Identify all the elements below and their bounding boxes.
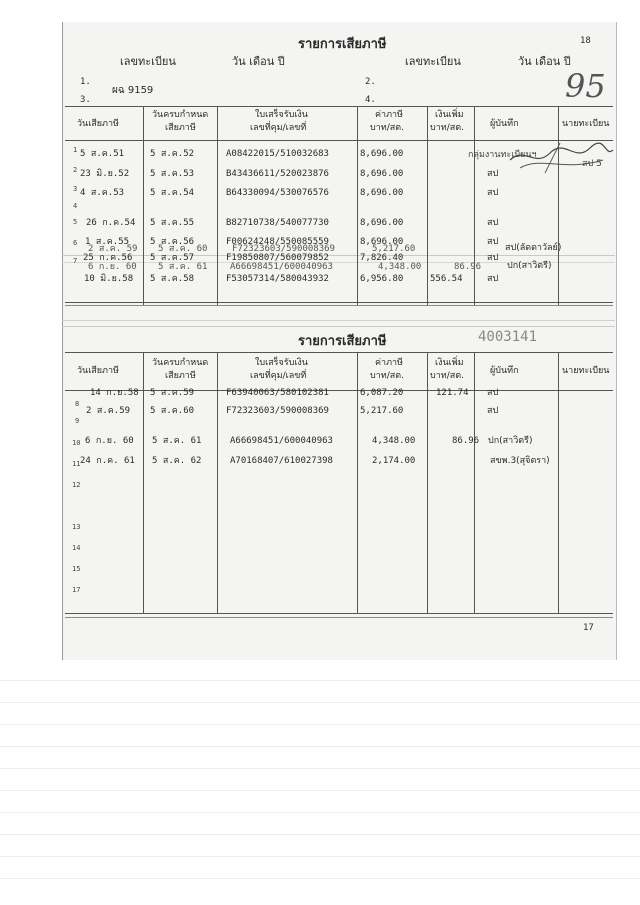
s2-header-recorder: ผู้บันทึก [490, 366, 519, 376]
section1-title: รายการเสียภาษี [298, 37, 387, 52]
s1-header-receipt-b: เลขที่คุม/เลขที่ [250, 123, 307, 133]
signature-scribble [505, 138, 615, 178]
s2-header-receipt-a: ใบเสร็จรับเงิน [255, 358, 308, 368]
s1-header-fine-a: เงินเพิ่ม [435, 110, 464, 120]
s2-header-tax-a: ค่าภาษี [375, 358, 403, 368]
s1-header-receipt-a: ใบเสร็จรับเงิน [255, 110, 308, 120]
s2-header-due-b: เสียภาษี [165, 371, 196, 381]
stamp-number: 4003141 [478, 329, 538, 345]
reg-label-right: เลขทะเบียน [405, 55, 461, 68]
registrar-stamp-note-2: สป 5 [582, 159, 602, 169]
s1-header-pay-date: วันเสียภาษี [77, 119, 119, 129]
s1-header-registrar: นายทะเบียน [562, 119, 610, 129]
plate-no-4: 4. [365, 95, 376, 105]
plate-no-3: 3. [80, 95, 91, 105]
date-label-left: วัน เดือน ปี [232, 55, 285, 68]
s2-header-registrar: นายทะเบียน [562, 366, 610, 376]
date-label-right: วัน เดือน ปี [518, 55, 571, 68]
s2-empty-row-number: 12 [72, 481, 81, 489]
s2-header-fine-b: บาท/สต. [430, 371, 464, 381]
registrar-stamp-note: กลุ่มงานทะเบียนฯ [468, 150, 537, 160]
plate-no-1: 1. [80, 77, 91, 87]
s2-empty-row-number: 13 [72, 523, 81, 531]
section2-title: รายการเสียภาษี [298, 334, 387, 349]
s1-header-fine-b: บาท/สต. [430, 123, 464, 133]
s2-empty-row-number: 17 [72, 586, 81, 594]
s2-header-fine-a: เงินเพิ่ม [435, 358, 464, 368]
handwritten-page-number: 95 [565, 67, 606, 105]
s2-empty-row-number: 15 [72, 565, 81, 573]
s1-header-due-a: วันครบกำหนด [152, 110, 209, 120]
page-number: 18 [580, 36, 591, 46]
s1-header-due-b: เสียภาษี [165, 123, 196, 133]
s2-header-receipt-b: เลขที่คุม/เลขที่ [250, 371, 307, 381]
s2-header-due-a: วันครบกำหนด [152, 358, 209, 368]
plate-no-2: 2. [365, 77, 376, 87]
reg-label-left: เลขทะเบียน [120, 55, 176, 68]
s1-header-tax-a: ค่าภาษี [375, 110, 403, 120]
document-page: 18 95 รายการเสียภาษี เลขทะเบียน วัน เดือน ปี เลขทะเบียน วัน เดือน ปี 1. ผฉ 9159 2. 3. 4. วันเสียภาษี วันครบกำหนด เสียภาษี ใบเสร็จรับเงิน เลขที่คุม/เลขที่ ค่าภาษี บาท/สต. เงินเพิ่ม บาท/สต. ผู้บันทึก นายทะเบียน 1 5 ส.ค.51 5 ส.ค.52 A08422015/510032683 8,696.00 2 23 มิ.ย.52 5 ส.ค.53 B43436611/520023876 8,696.00 สป 3 4 ส.ค.53 5 ส.ค.54 B64330094/530076576 8,696.00 สป 4 5 26 ก.ค.54 5 ส.ค.55 B82710738/540077730 8,696.00 สป 6 1 ส.ค.55 5 ส.ค.56 F00624248/550085559 8,696.00 สป สป(ลัดดาวัลย์) 2 ส.ค. 59 5 ส.ค. 60 F72323603/590008369 5,217.60 7 25 ก.ค.56 5 ส.ค.57 F19850807/560079852 7,826.40 สป ปก(สาวิตรี) 6 ก.ย. 60 5 ส.ค. 61 A66698451/600040963 4,348.00 86.96 10 มิ.ย.58 5 ส.ค.58 F53057314/580043932 6,956.80 556.54 สป กลุ่มงานทะเบียนฯ สป 5 4003141 รายการเสียภาษี วันเสียภาษี วันครบกำหนด เสียภาษี ใบเสร็จรับเงิน เลขที่คุม/เลขที่ ค่าภาษี บาท/สต. เงินเพิ่ม บาท/สต. ผู้บันทึก นายทะเบียน 14 ก.ย.58 5 ส.ค.59 F63940063/580102381 6,087.20 121.74 สป 8 9 2 ส.ค.59 5 ส.ค.60 F72323603/590008369 5,217.60 สป 10 6 ก.ย. 60 5 ส.ค. 61 A66698451/600040963 4,348.00 86.96 ปก(สาวิตรี) 11 24 ก.ค. 61 5 ส.ค. 62 A70168407/610027398 2,174.00 สขพ.3(สุจิตรา) 12 13 14 15 17 17 [0, 0, 640, 905]
s1-header-recorder: ผู้บันทึก [490, 119, 519, 129]
s1-header-tax-b: บาท/สต. [370, 123, 404, 133]
s2-header-tax-b: บาท/สต. [370, 371, 404, 381]
plate-value-1: ผฉ 9159 [112, 85, 154, 96]
s2-header-pay-date: วันเสียภาษี [77, 366, 119, 376]
s2-empty-row-number: 14 [72, 544, 81, 552]
bottom-number: 17 [583, 623, 594, 633]
